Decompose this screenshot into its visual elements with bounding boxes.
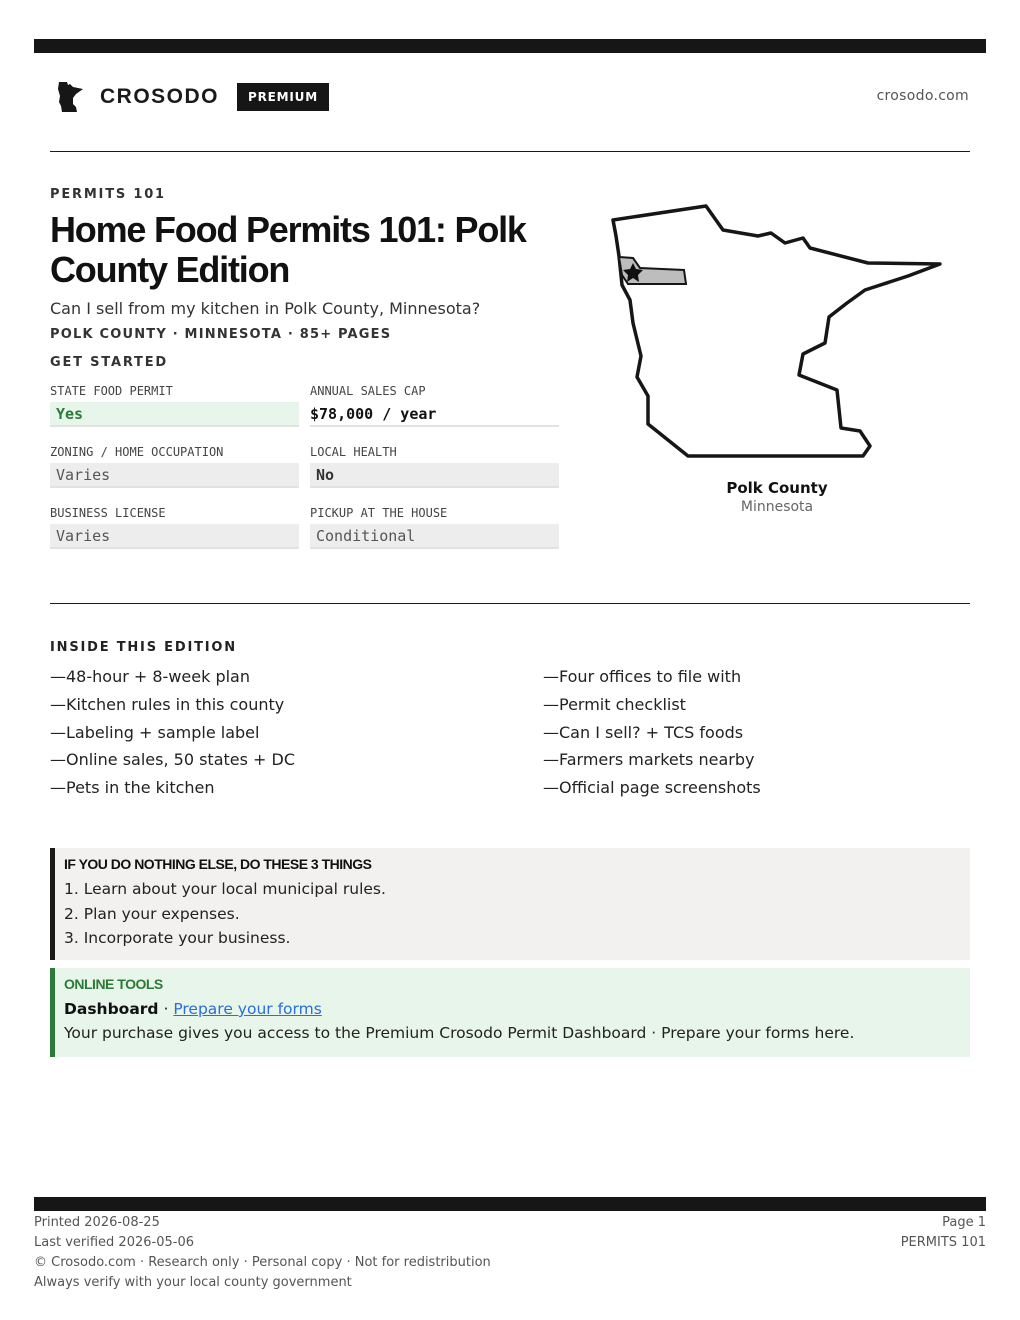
online-tools-heading: ONLINE TOOLS [64, 976, 163, 992]
premium-badge: PREMIUM [237, 83, 329, 111]
must-do-step: 1. Learn about your local municipal rules. [64, 880, 386, 898]
copyright-notice: © Crosodo.com · Research only · Personal copy · Not for redistribution [34, 1255, 491, 1270]
page-subtitle: Can I sell from my kitchen in Polk County, Minnesota? [50, 299, 481, 318]
header-divider [50, 151, 970, 152]
fact-value: Varies [50, 463, 299, 488]
inside-list-right [543, 666, 761, 805]
fact-value: $78,000 / year [310, 402, 559, 427]
page-number: Page 1 [942, 1215, 986, 1230]
minnesota-silhouette-icon [56, 80, 86, 114]
page-title: Home Food Permits 101: Polk County Edition [50, 209, 526, 290]
footer-right [901, 1213, 986, 1253]
map-county-name: Polk County [726, 479, 828, 497]
tool-line [64, 998, 970, 1020]
fact-annual-sales-cap [310, 382, 559, 443]
list-item: —Official page screenshots [543, 778, 761, 798]
fact-label: PICKUP AT THE HOUSE [310, 506, 448, 520]
disclaimer: Always verify with your local county government [34, 1275, 352, 1290]
list-item: —Labeling + sample label [50, 722, 260, 742]
list-item: —Four offices to file with [543, 667, 742, 686]
footer-left [34, 1213, 491, 1293]
fact-label: STATE FOOD PERMIT [50, 384, 173, 398]
fact-value: Yes [50, 402, 299, 427]
bottom-bar [34, 1197, 986, 1211]
list-item: —Can I sell? + TCS foods [543, 722, 744, 742]
tool-separator: · [158, 1000, 174, 1018]
fact-value: Conditional [310, 524, 559, 549]
list-item: —Pets in the kitchen [50, 778, 215, 798]
section-divider [50, 603, 970, 604]
fact-state-food-permit [50, 382, 299, 443]
fact-value: No [310, 463, 559, 488]
list-item: —Permit checklist [543, 694, 686, 714]
list-item: —48-hour + 8-week plan [50, 667, 250, 686]
footer-section: PERMITS 101 [900, 1235, 986, 1250]
permit-facts-grid [50, 382, 559, 565]
fact-local-health [310, 443, 559, 504]
must-do-callout [50, 848, 970, 960]
map-caption [652, 479, 902, 515]
fact-label: BUSINESS LICENSE [50, 506, 166, 520]
fact-label: ANNUAL SALES CAP [310, 384, 426, 398]
map-state-name: Minnesota [740, 499, 814, 515]
brand [56, 80, 329, 114]
top-bar [34, 39, 986, 53]
list-item: —Kitchen rules in this county [50, 694, 285, 714]
dashboard-label: Dashboard [64, 1000, 159, 1018]
edition-meta: POLK COUNTY · MINNESOTA · 85+ PAGES [50, 327, 392, 342]
fact-business-license [50, 504, 299, 565]
must-do-step: 3. Incorporate your business. [64, 929, 291, 947]
fact-value: Varies [50, 524, 299, 549]
get-started-heading: GET STARTED [50, 355, 168, 370]
section-kicker: PERMITS 101 [50, 187, 166, 202]
prepare-forms-link[interactable]: Prepare your forms [173, 1000, 322, 1018]
must-do-step: 2. Plan your expenses. [64, 904, 240, 923]
county-locator-map [600, 198, 950, 468]
must-do-heading: IF YOU DO NOTHING ELSE, DO THESE 3 THINGS [64, 856, 372, 872]
fact-label: LOCAL HEALTH [310, 445, 397, 459]
minnesota-map [600, 198, 950, 468]
list-item: —Online sales, 50 states + DC [50, 750, 296, 770]
verified-date: Last verified 2026-05-06 [34, 1235, 194, 1250]
fact-zoning [50, 443, 299, 504]
fact-label: ZONING / HOME OCCUPATION [50, 445, 224, 459]
inside-edition-heading: INSIDE THIS EDITION [50, 640, 237, 655]
tool-description: Your purchase gives you access to the Premium Crosodo Permit Dashboard · Prepare your forms here. [64, 1024, 855, 1042]
minnesota-outline [613, 206, 940, 456]
printed-date: Printed 2026-08-25 [34, 1215, 160, 1230]
list-item: —Farmers markets nearby [543, 750, 755, 770]
online-tools-callout [50, 968, 970, 1057]
site-url[interactable]: crosodo.com [876, 88, 969, 104]
brand-name: CROSODO [100, 85, 220, 108]
fact-pickup-at-house [310, 504, 559, 565]
inside-list-left [50, 666, 295, 805]
